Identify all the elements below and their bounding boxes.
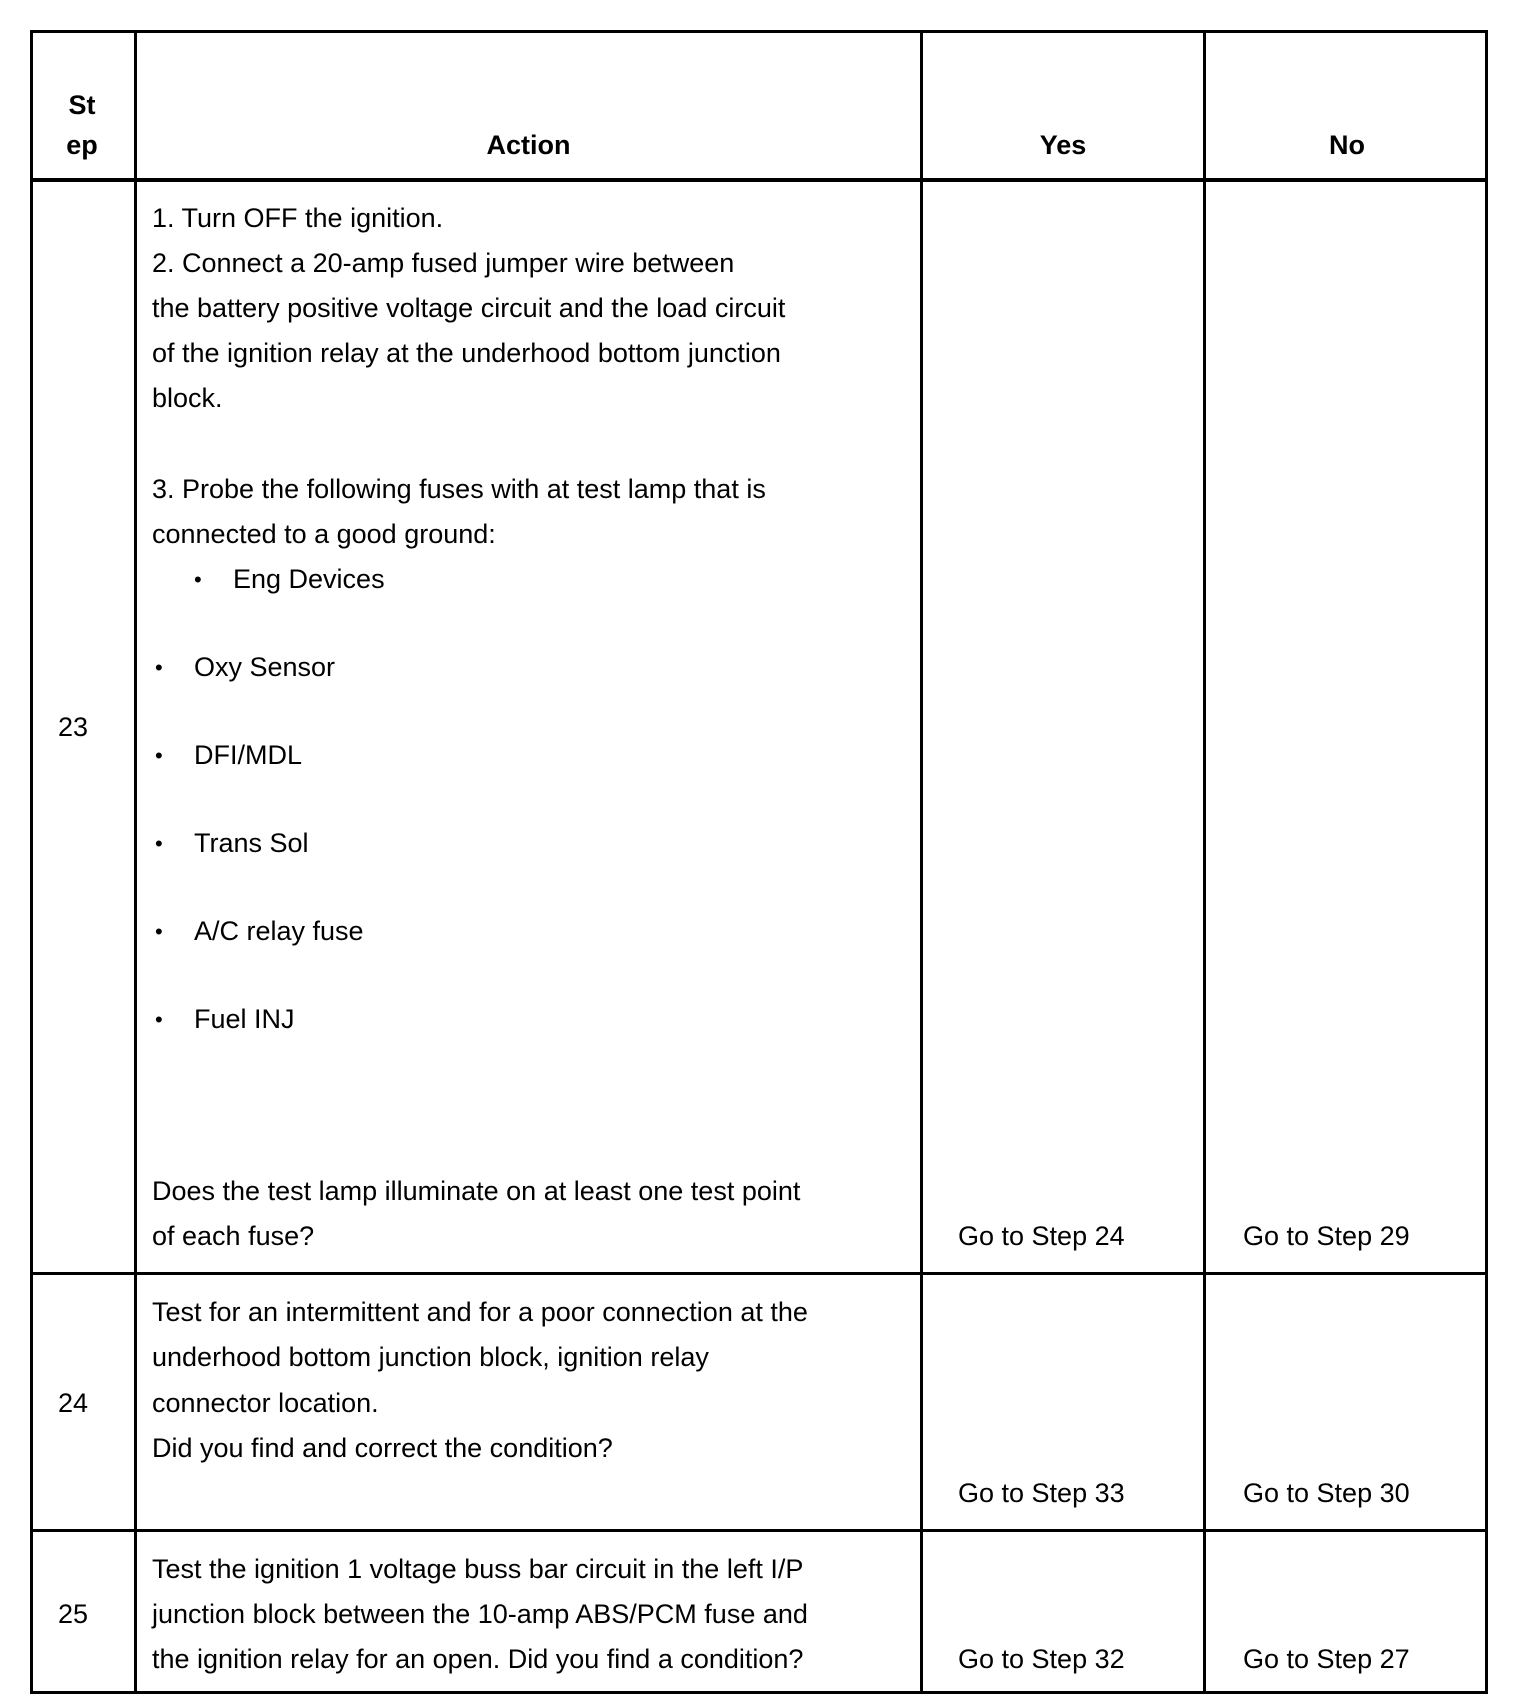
column-divider-step-action <box>134 30 137 1694</box>
bullet-icon: • <box>155 743 163 768</box>
step-number: 24 <box>58 1388 89 1418</box>
fuse-name: DFI/MDL <box>194 740 302 770</box>
action-instruction-3-line-1: 3. Probe the following fuses with at test lamp that is <box>152 474 766 504</box>
action-instruction-3-line-2: connected to a good ground: <box>152 519 496 549</box>
yes-result: Go to Step 24 <box>958 1221 1125 1251</box>
action-instruction-2-line-1: 2. Connect a 20-amp fused jumper wire between <box>152 248 735 278</box>
action-line-2: junction block between the 10-amp ABS/PCM fuse and <box>152 1599 808 1629</box>
no-result: Go to Step 30 <box>1243 1478 1410 1508</box>
column-divider-action-yes <box>920 30 923 1694</box>
action-line-3: the ignition relay for an open. Did you find a condition? <box>152 1644 804 1674</box>
yes-result: Go to Step 33 <box>958 1478 1125 1508</box>
fuse-name: A/C relay fuse <box>194 916 364 946</box>
action-instruction-2-line-4: block. <box>152 383 223 413</box>
action-line-1: Test for an intermittent and for a poor connection at the <box>152 1297 808 1327</box>
action-instruction-2-line-3: of the ignition relay at the underhood bottom junction <box>152 338 781 368</box>
action-line-2: underhood bottom junction block, ignition relay <box>152 1342 709 1372</box>
bullet-icon: • <box>155 1007 163 1032</box>
fuse-name: Oxy Sensor <box>194 652 336 682</box>
yes-result: Go to Step 32 <box>958 1644 1125 1674</box>
action-line-4: Did you find and correct the condition? <box>152 1433 613 1463</box>
action-instruction-1: 1. Turn OFF the ignition. <box>152 203 444 233</box>
bullet-icon: • <box>155 831 163 856</box>
header-step <box>30 85 134 165</box>
no-result: Go to Step 29 <box>1243 1221 1410 1251</box>
header-row-divider <box>30 178 1488 182</box>
row-divider-24-25 <box>30 1529 1488 1532</box>
fuse-name: Trans Sol <box>194 828 309 858</box>
header-yes: Yes <box>1039 130 1087 160</box>
action-question-line-2: of each fuse? <box>152 1221 315 1251</box>
bullet-icon: • <box>155 919 163 944</box>
fuse-name: Fuel INJ <box>194 1004 295 1034</box>
action-line-1: Test the ignition 1 voltage buss bar circuit in the left I/P <box>152 1554 804 1584</box>
header-no: No <box>1329 130 1365 160</box>
action-question-line-1: Does the test lamp illuminate on at least one test point <box>152 1176 801 1206</box>
row-divider-23-24 <box>30 1272 1488 1275</box>
step-number: 25 <box>58 1599 89 1629</box>
bullet-icon: • <box>194 567 202 592</box>
no-result: Go to Step 27 <box>1243 1644 1410 1674</box>
fuse-name: Eng Devices <box>233 564 385 594</box>
bullet-icon: • <box>155 655 163 680</box>
header-action: Action <box>486 130 571 160</box>
header-step-line-1: St <box>68 90 96 120</box>
column-divider-yes-no <box>1203 30 1206 1694</box>
action-line-3: connector location. <box>152 1388 379 1418</box>
step-number: 23 <box>58 712 89 742</box>
action-instruction-2-line-2: the battery positive voltage circuit and the load circuit <box>152 293 786 323</box>
header-step-line-2: ep <box>66 130 98 160</box>
